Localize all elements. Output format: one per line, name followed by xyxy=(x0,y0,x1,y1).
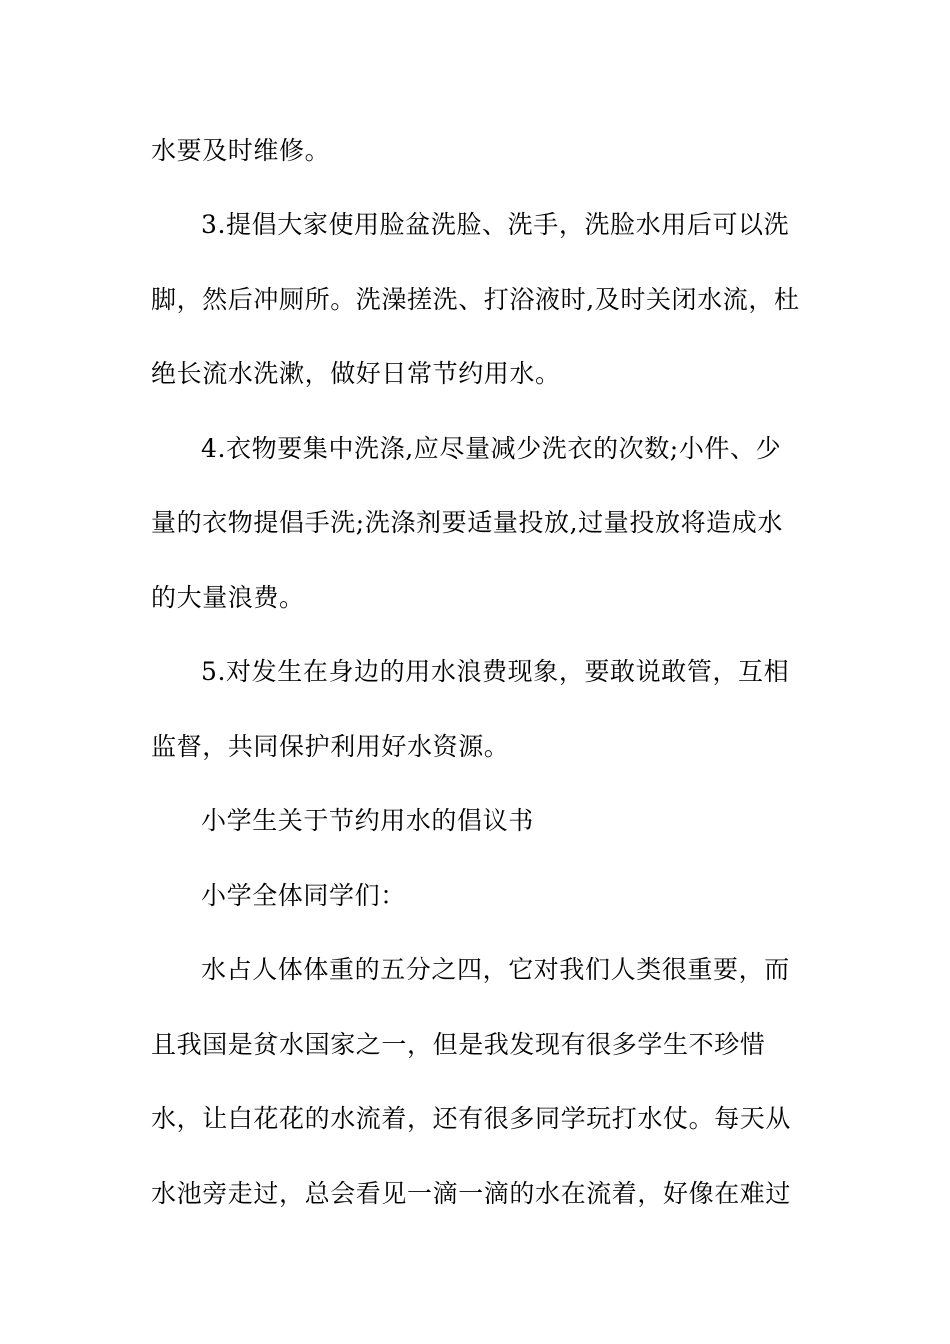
text-line: 的大量浪费。 xyxy=(151,583,305,612)
text-line: 水池旁走过，总会看见一滴一滴的水在流着，好像在难过 xyxy=(151,1179,792,1208)
section-title: 小学生关于节约用水的倡议书 xyxy=(201,806,534,835)
text-line: 且我国是贫水国家之一，但是我发现有很多学生不珍惜 xyxy=(151,1030,766,1059)
text-line: 量的衣物提倡手洗;洗涤剂要适量投放,过量投放将造成水 xyxy=(151,508,783,537)
text-line: 3.提倡大家使用脸盆洗脸、洗手，洗脸水用后可以洗 xyxy=(201,210,790,239)
text-line: 5.对发生在身边的用水浪费现象，要敢说敢管，互相 xyxy=(201,657,790,686)
text-line: 4.衣物要集中洗涤,应尽量减少洗衣的次数;小件、少 xyxy=(201,434,782,463)
text-line: 脚，然后冲厕所。洗澡搓洗、打浴液时,及时关闭水流，杜 xyxy=(151,285,800,314)
text-line: 水占人体体重的五分之四，它对我们人类很重要，而 xyxy=(201,955,790,984)
text-line: 绝长流水洗漱，做好日常节约用水。 xyxy=(151,359,561,388)
text-line: 水，让白花花的水流着，还有很多同学玩打水仗。每天从 xyxy=(151,1104,792,1133)
text-line: 监督，共同保护利用好水资源。 xyxy=(151,732,510,761)
text-line: 水要及时维修。 xyxy=(151,136,331,165)
salutation: 小学全体同学们： xyxy=(201,881,406,910)
